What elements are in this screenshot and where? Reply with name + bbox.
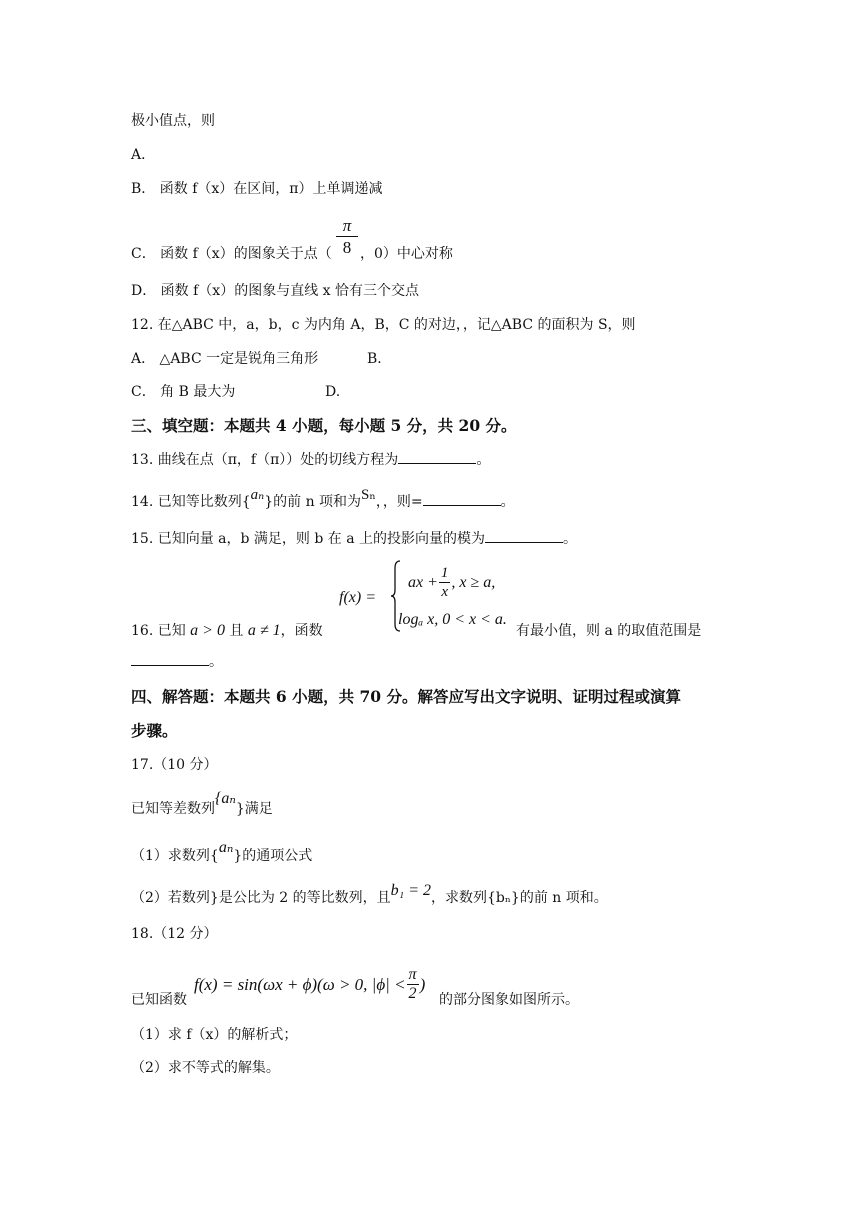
fraction-denominator: x <box>441 584 448 600</box>
function-formula <box>194 966 425 1003</box>
fraction-denominator: 8 <box>342 238 352 257</box>
fraction-numerator: π <box>408 966 417 983</box>
question-18-given-pre: 已知函数 <box>131 992 187 1008</box>
question-15 <box>131 529 577 549</box>
fraction-denominator: 2 <box>408 985 417 1002</box>
option-d: D． 函数 f（x）的图象与直线 x 恰有三个交点 <box>131 283 419 299</box>
question-16-line-2 <box>131 652 223 672</box>
question-18-part-2: （2）求不等式的解集。 <box>131 1060 280 1076</box>
option-c-pre: C． 函数 f（x）的图象关于点（ <box>131 246 332 262</box>
question-12-option-c: C． 角 B 最大为 <box>131 384 236 400</box>
question-16-and: 且 <box>229 623 244 639</box>
question-17-part-1 <box>131 839 313 866</box>
question-15-text: 15. 已知向量 a，b 满足，则 b 在 a 上的投影向量的模为 <box>131 531 486 547</box>
question-16-pre: 16. 已知 <box>131 623 186 639</box>
section-3-heading: 三、填空题：本题共 4 小题，每小题 5 分，共 20 分。 <box>131 416 517 435</box>
question-12: 12. 在△ABC 中，a，b，c 为内角 A，B，C 的对边，，记△ABC 的面积为 S，则 <box>131 317 636 333</box>
formula-close: ) <box>419 974 426 994</box>
answer-blank <box>398 450 476 464</box>
option-c-fraction <box>336 216 358 259</box>
question-18: 18.（12 分） <box>131 926 218 942</box>
question-14-post: ，，则= <box>375 494 423 510</box>
answer-blank <box>485 529 563 543</box>
sequence-a-n: aₙ <box>250 487 265 503</box>
question-13-end: 。 <box>476 452 491 468</box>
question-16-end: 。 <box>209 654 223 670</box>
case-1-expr: ax + <box>408 573 438 591</box>
question-18-given-post: 的部分图象如图所示。 <box>439 992 579 1008</box>
condition-a-not-one: a ≠ 1 <box>247 622 281 639</box>
part-2-post: ，求数列{bₙ}的前 n 项和。 <box>430 890 608 906</box>
condition-a-positive: a > 0 <box>190 622 225 639</box>
question-13 <box>131 450 490 470</box>
fraction-numerator: 1 <box>440 565 449 581</box>
question-12-option-a: A． △ABC 一定是锐角三角形 <box>131 351 319 367</box>
text-line: 极小值点，则 <box>131 113 215 129</box>
formula-body: f(x) = sin(ωx + ϕ)(ω > 0, |ϕ| < <box>194 974 406 994</box>
sequence-a-n: aₙ <box>218 839 234 856</box>
option-c-post: ，0）中心对称 <box>360 246 453 262</box>
sequence-a-n: {aₙ <box>215 790 236 807</box>
question-16-post: 有最小值，则 a 的取值范围是 <box>516 623 702 639</box>
piecewise-fx: f(x) = <box>339 589 376 606</box>
option-a: A． <box>131 147 156 163</box>
question-18-part-1: （1）求 f（x）的解析式； <box>131 1027 298 1043</box>
question-12-option-b: B． <box>367 351 392 367</box>
question-14-mid: }的前 n 项和为 <box>264 494 362 510</box>
formula-fraction <box>407 966 419 1003</box>
b1-equals-2: b₁ = 2 <box>390 882 431 899</box>
question-17-part-2 <box>131 882 608 908</box>
piecewise-case-2: logₐ x, 0 < x < a. <box>398 611 507 628</box>
question-17: 17.（10 分） <box>131 757 218 773</box>
case-1-condition: , x ≥ a, <box>451 573 496 591</box>
part-2-pre: （2）若数列}是公比为 2 的等比数列，且 <box>131 890 391 906</box>
question-16 <box>131 621 323 641</box>
answer-blank <box>131 652 209 666</box>
fraction-numerator: π <box>336 216 358 237</box>
option-b: B． 函数 f（x）在区间，π）上单调递减 <box>131 181 383 197</box>
case-1-fraction <box>439 564 451 601</box>
question-13-text: 13. 曲线在点（π，f（π））处的切线方程为 <box>131 452 399 468</box>
question-17-given-post: }满足 <box>235 801 273 817</box>
question-17-given <box>131 790 273 819</box>
question-14 <box>131 487 515 512</box>
part-1-pre: （1）求数列{ <box>131 848 219 864</box>
question-14-end: 。 <box>500 494 515 510</box>
question-15-end: 。 <box>563 531 578 547</box>
question-17-given-pre: 已知等差数列 <box>131 801 215 817</box>
question-16-func: ，函数 <box>280 623 323 639</box>
question-14-pre: 14. 已知等比数列{ <box>131 494 251 510</box>
sum-s-n: Sₙ <box>361 487 376 503</box>
section-4-heading-cont: 步骤。 <box>131 721 178 740</box>
option-c <box>131 244 332 264</box>
answer-blank <box>423 492 501 506</box>
part-1-post: }的通项公式 <box>233 848 313 864</box>
piecewise-case-1 <box>408 564 495 601</box>
question-12-option-d: D. <box>325 384 341 400</box>
section-4-heading: 四、解答题：本题共 6 小题，共 70 分。解答应写出文字说明、证明过程或演算 <box>131 687 681 706</box>
